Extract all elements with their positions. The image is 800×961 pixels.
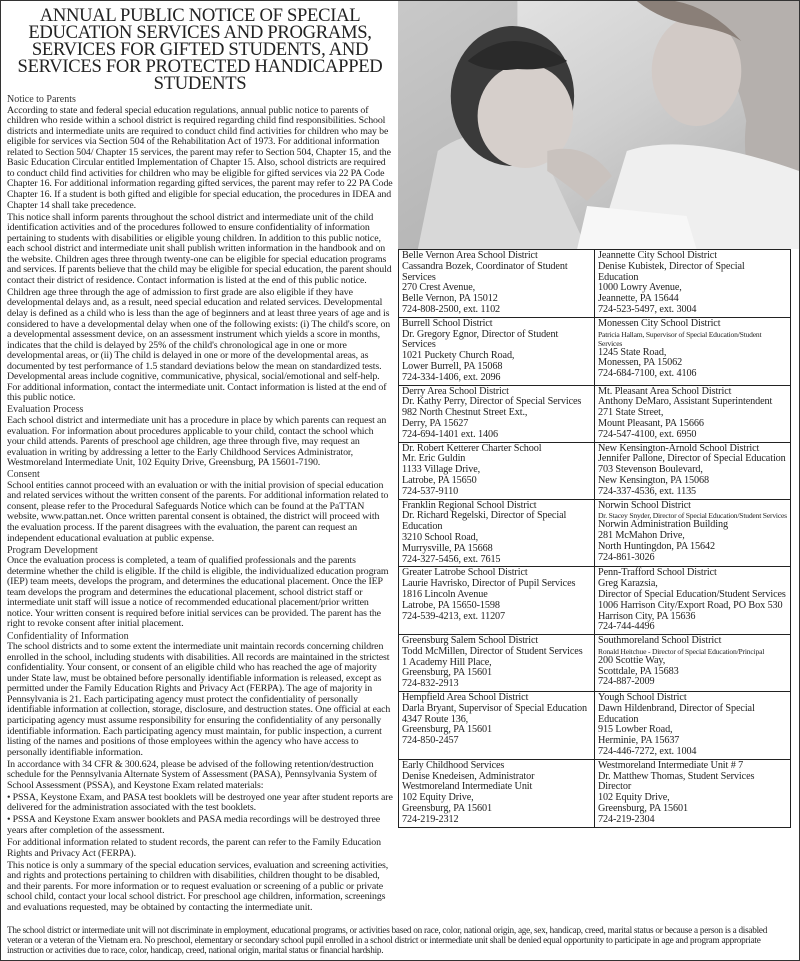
contact-line: Greensburg, PA 15601 [402, 667, 492, 679]
contact-line: Dr. Matthew Thomas, Student Services Director [598, 770, 755, 793]
district-name: Derry Area School District [402, 385, 509, 397]
contact-cell [595, 499, 791, 567]
contact-cell [399, 385, 595, 442]
contact-line: Latrobe, PA 15650 [402, 474, 477, 486]
contact-cell [595, 250, 791, 318]
contact-cell [399, 692, 595, 760]
photo-teacher-and-student [398, 1, 799, 249]
contact-cell [595, 692, 791, 760]
contact-line: 281 McMahon Drive, [598, 530, 685, 542]
contact-line: 1000 Lowry Avenue, [598, 282, 682, 294]
section-heading: Confidentiality of Information [7, 630, 129, 642]
section-paragraph: For additional information related to student records, the parent can refer to the Family Education Rights and Privacy Act (FERPA). [7, 836, 381, 859]
contact-line: 703 Stevenson Boulevard, [598, 464, 703, 476]
section-paragraph: In accordance with 34 CFR & 300.624, please be advised of the following retention/destruction schedule for the Pennsylvania Alternate System of Assessment (PASA), Pennsylvania System of School Assessment (PSSA), and Keystone Exam related materials: [7, 758, 377, 791]
contact-line: North Huntingdon, PA 15642 [598, 540, 716, 552]
contact-row [399, 250, 791, 318]
contact-cell [595, 317, 791, 385]
contact-line: Anthony DeMaro, Assistant Superintendent [598, 396, 773, 408]
section-paragraph: Children age three through the age of admission to first grade are also eligible if they have developmental delays and, as a result, need special education and related services. Developmental delay is defined as a child who is less than the age of beginners and at least three years of age and is considered to have a developmental delay when one of the following exists: (i) The child's score, on a developmental assessment device, on an assessment instrument which yields a score in months, indicates that the child is delayed by 25% of the child's chronological age in one or more developmental areas, or (ii) The child is delayed in one or more of the developmental areas, as documented by test performance of 1.5 standard deviations below the mean on standardized tests. Developmental areas include cognitive, communicative, physical, social/emotional and self-help. For additional information, contact the intermediate unit. Contact information is listed at the end of this public notice. [7, 286, 391, 404]
contact-table [398, 249, 791, 828]
contact-cell [595, 442, 791, 499]
notice-columns [1, 1, 799, 919]
contact-row [399, 442, 791, 499]
district-name: Greater Latrobe School District [402, 567, 528, 579]
contact-line: 4347 Route 136, [402, 713, 469, 725]
contact-line: Mr. Eric Guldin [402, 453, 466, 465]
contact-line: 724-850-2457 [402, 735, 459, 747]
district-name: Westmoreland Intermediate Unit # 7 [598, 759, 744, 771]
section-paragraph: Each school district and intermediate unit has a procedure in place by which parents can request an evaluation. For information about procedures applicable to your child, contact the school which your child attends. Parents of preschool age children, age three through five, may request an evaluation in writing by addressing a letter to the Early Childhood Services Administrator, Westmoreland Intermediate Unit, 102 Equity Drive, Greensburg, PA 15601-7190. [7, 415, 387, 469]
contact-line: 724-219-2312 [402, 813, 459, 825]
notice-title: ANNUAL PUBLIC NOTICE OF SPECIAL EDUCATION SERVICES AND PROGRAMS, SERVICES FOR GIFTED STUDENTS, AND SERVICES FOR PROTECTED HANDICAPPED STUDENTS [17, 5, 383, 94]
contact-line: New Kensington, PA 15068 [598, 474, 709, 486]
contact-cell [399, 250, 595, 318]
contact-line: Dawn Hildenbrand, Director of Special Education [598, 702, 755, 725]
district-name: Franklin Regional School District [402, 499, 537, 511]
district-name: Early Childhood Services [402, 759, 505, 771]
section-paragraph: The school districts and to some extent the intermediate unit maintain records concerning children enrolled in the school, including students with disabilities. All records are maintained in the strictest confidentiality. Your consent, or consent of an eligible child who has reached the age of majority under State law, must be obtained before personally identifiable information is released, except as permitted under the Family Education Rights and Privacy Act (FERPA). The age of majority in Pennsylvania is 21. Each participating agency must protect the confidentiality of personally identifiable information at collection, storage, disclosure, and destruction states. One official at each participating agency must assume responsibility for ensuring the confidentiality of any personally identifiable information. Each participating agency must maintain, for public inspection, a current listing of the names and positions of those employees within the agency who have access to personally identifiable information. [7, 641, 391, 758]
contact-line: 1133 Village Drive, [402, 464, 481, 476]
contact-line: Laurie Havrisko, Director of Pupil Services [402, 578, 576, 590]
contact-line: Scottdale, PA 15683 [598, 665, 679, 677]
contact-line: 724-523-5497, ext. 3004 [598, 303, 697, 315]
section-paragraph: This notice shall inform parents throughout the school district and intermediate unit of the child identification activities and of the procedures followed to ensure confidentiality of information pertaining to students with disabilities or eligible young children. In addition to this public notice, each school district and intermediate unit shall publish written information in the handbook and on the website. Children ages three through twenty-one can be eligible for special education programs and services. If parents believe that the child may be eligible for special education, the parent should contact their district of residence. Contact information is listed at the end of this public notice. [7, 211, 392, 286]
contact-row [399, 499, 791, 567]
contact-line: 102 Equity Drive, [598, 792, 670, 804]
contact-line: 724-744-4496 [598, 621, 655, 633]
contact-cell [399, 759, 595, 827]
contact-line: 1 Academy Hill Place, [402, 656, 492, 668]
contact-line: Dr. Gregory Egnor, Director of Student Services [402, 328, 559, 351]
section-heading: Consent [7, 469, 40, 481]
contact-line: Greg Karazsia, [598, 578, 658, 590]
contact-line: Dr. Stacey Snyder, Director of Special Education/Student Services [598, 511, 787, 521]
contact-line: Westmoreland Intermediate Unit [402, 781, 533, 793]
notice-body [1, 1, 398, 919]
district-name: Norwin School District [598, 499, 691, 511]
contact-line: Greensburg, PA 15601 [402, 724, 492, 736]
contact-line: Director of Special Education/Student Services [598, 588, 786, 600]
section-heading: Evaluation Process [7, 404, 84, 416]
contact-cell [399, 635, 595, 692]
district-name: Mt. Pleasant Area School District [598, 385, 732, 397]
notice-sections [7, 95, 393, 913]
district-name: Yough School District [598, 692, 687, 704]
contact-row [399, 759, 791, 827]
contact-cell [399, 567, 595, 635]
section-heading: Program Development [7, 544, 98, 556]
contact-line: Greensburg, PA 15601 [598, 803, 688, 815]
contact-line: Cassandra Bozek, Coordinator of Student Services [402, 260, 568, 283]
contact-row [399, 385, 791, 442]
contact-row [399, 635, 791, 692]
contact-line: Norwin Administration Building [598, 519, 729, 531]
contact-line: Ronald Heitchue - Director of Special Education/Principal [598, 646, 765, 656]
contact-line: 724-537-9110 [402, 485, 459, 497]
contact-line: 724-694-1401 ext. 1406 [402, 428, 498, 440]
contact-cell [595, 385, 791, 442]
district-name: Jeannette City School District [598, 250, 717, 261]
contact-cell [595, 635, 791, 692]
section-paragraph: This notice is only a summary of the special education services, evaluation and screening activities, and rights and protections pertaining to children with disabilities, children thought to be disabled, and their parents. For more information or to request evaluation or screening of a public or private school child, contact your local school district. For preschool age children, information, screenings and evaluations requested, may be obtained by contacting the intermediate unit. [7, 859, 389, 913]
contact-line: 915 Lowber Road, [598, 724, 673, 736]
district-name: New Kensington-Arnold School District [598, 442, 760, 454]
contact-line: 200 Scottie Way, [598, 654, 666, 666]
contact-cell [595, 759, 791, 827]
contact-line: 271 State Street, [598, 407, 664, 419]
contact-cell [399, 499, 595, 567]
contact-line: Greensburg, PA 15601 [402, 803, 492, 815]
contact-line: 1816 Lincoln Avenue [402, 588, 488, 600]
contact-line: 3210 School Road, [402, 531, 479, 543]
contact-line: Murrysville, PA 15668 [402, 542, 493, 554]
contact-line: 724-684-7100, ext. 4106 [598, 368, 697, 380]
contact-line: Mount Pleasant, PA 15666 [598, 417, 704, 429]
contact-line: Lower Burrell, PA 15068 [402, 360, 503, 372]
section-paragraph: • PSSA and Keystone Exam answer booklets and PASA media recordings will be destroyed three years after completion of the assessment. [7, 814, 380, 836]
contact-line: 1021 Puckety Church Road, [402, 350, 515, 362]
contact-row [399, 317, 791, 385]
contact-line: 724-334-1406, ext. 2096 [402, 371, 501, 383]
district-name: Burrell School District [402, 317, 493, 329]
contact-line: Harrison City, PA 15636 [598, 610, 696, 622]
contact-line: Derry, PA 15627 [402, 417, 469, 429]
contact-line: Dr. Richard Regelski, Director of Special Education [402, 510, 567, 533]
contact-line: Denise Knedeisen, Administrator [402, 770, 535, 782]
contact-line: 724-219-2304 [598, 813, 655, 825]
contact-line: Latrobe, PA 15650-1598 [402, 599, 500, 611]
contact-line: 724-327-5456, ext. 7615 [402, 553, 501, 565]
contact-line: 724-547-4100, ext. 6950 [598, 428, 697, 440]
contact-line: 270 Crest Avenue, [402, 282, 476, 294]
district-name: Southmoreland School District [598, 635, 722, 647]
contact-line: Todd McMillen, Director of Student Services [402, 645, 583, 657]
section-paragraph: Once the evaluation process is completed, a team of qualified professionals and the parents determine whether the child is eligible. If the child is eligible, the individualized education program (IEP) team meets, develops the program, and determines the educational placement. Once the IEP team develops the program and determines the educational placement, school district staff or intermediate unit staff will issue a notice of recommended educational placement/prior written notice. Your written consent is required before initial services can be provided. The parent has the right to revoke consent after initial placement. [7, 555, 389, 630]
district-name: Greensburg Salem School District [402, 635, 539, 647]
contact-line: 724-808-2500, ext. 1102 [402, 303, 501, 315]
contact-cell [595, 567, 791, 635]
district-name: Hempfield Area School District [402, 692, 529, 704]
contact-line: 982 North Chestnut Street Ext., [402, 407, 528, 419]
contact-line: 724-337-4536, ext. 1135 [598, 485, 697, 497]
contact-line: Herminie, PA 15637 [598, 735, 680, 747]
section-paragraph: • PSSA, Keystone Exam, and PASA test booklets will be destroyed one year after student reports are delivered for the administration associated with the test booklets. [7, 791, 393, 814]
contact-line: 724-861-3026 [598, 551, 655, 563]
contact-line: 102 Equity Drive, [402, 792, 474, 804]
district-name: Dr. Robert Ketterer Charter School [402, 442, 542, 454]
district-name: Penn-Trafford School District [598, 567, 717, 579]
contact-cell [399, 317, 595, 385]
contact-line: Denise Kubistek, Director of Special Education [598, 260, 745, 283]
contact-line: Jennifer Pallone, Director of Special Education [598, 453, 786, 465]
nondiscrimination-statement: The school district or intermediate unit will not discriminate in employment, educational programs, or activities based on race, color, national origin, age, sex, handicap, creed, marital status or because a person is a disabled veteran or a veteran of the Vietnam era. No preschool, elementary or secondary school pupil enrolled in a school district or intermediate unit shall be denied equal opportunity to participate in age and program appropriate instruction or activities due to race, color, handicap, creed, national origin, marital status or financial hardship. [7, 924, 768, 956]
contact-line: Belle Vernon, PA 15012 [402, 293, 498, 305]
contact-line: 724-539-4213, ext. 11207 [402, 610, 506, 622]
district-name: Belle Vernon Area School District [402, 250, 538, 261]
district-name: Monessen City School District [598, 317, 721, 329]
contact-line: Darla Bryant, Supervisor of Special Education [402, 702, 588, 714]
contact-line: 1006 Harrison City/Export Road, PO Box 530 [598, 599, 783, 611]
contact-line: 724-832-2913 [402, 678, 459, 690]
section-paragraph: School entities cannot proceed with an evaluation or with the initial provision of special education and related services without the written consent of the parents. For additional information related to consent, please refer to the Procedural Safeguards Notice which can be found at the PaTTAN website, www.pattan.net. Once written parental consent is obtained, the district will proceed with the evaluation process. If the parent disagrees with the evaluation, the parent can request an independent educational evaluation at public expense. [7, 479, 389, 544]
contact-line: Jeannette, PA 15644 [598, 293, 679, 305]
contact-line: Patricia Hallam, Supervisor of Special Education/Student Services [598, 329, 762, 348]
section-paragraph: According to state and federal special education regulations, annual public notice to parents of children who reside within a school district is required regarding child find responsibilities. School districts and intermediate units are required to conduct child find activities for children who may be eligible for services via Section 504 of the Rehabilitation Act of 1973. For additional information related to Section 504/ Chapter 15 services, the parent may refer to Section 504, Chapter 15, and the Basic Education Circular entitled Implementation of Chapter 15. Also, school districts are required to conduct child find activities for children who may be eligible for gifted services via 22 PA Code Chapter 16. For additional information regarding gifted services, the parent may refer to 22 PA Code Chapter 16. If a student is both gifted and eligible for special education, the procedures in IDEA and Chapter 14 shall take precedence. [7, 104, 393, 211]
contact-line: Dr. Kathy Perry, Director of Special Services [402, 396, 582, 408]
right-column [398, 1, 799, 828]
contact-line: Monessen, PA 15062 [598, 357, 683, 369]
contact-cell [399, 442, 595, 499]
contact-line: 1245 State Road, [598, 346, 667, 358]
section-heading: Notice to Parents [7, 94, 76, 105]
contact-line: 724-446-7272, ext. 1004 [598, 746, 697, 758]
contact-row [399, 567, 791, 635]
contact-line: 724-887-2009 [598, 676, 655, 688]
contact-row [399, 692, 791, 760]
